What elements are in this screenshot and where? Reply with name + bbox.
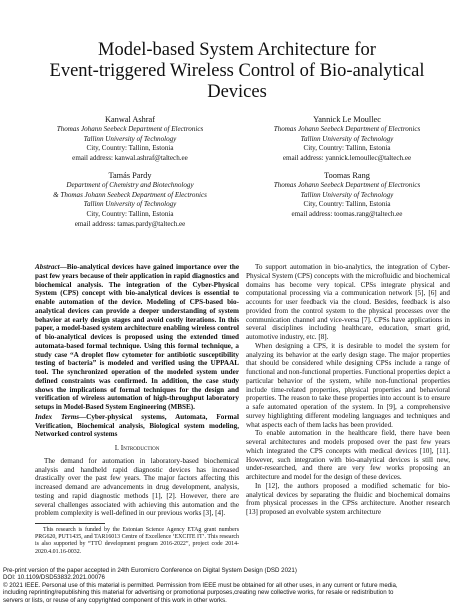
author-location: City, Country: Tallinn, Estonia xyxy=(86,144,174,153)
footer-line: including reprinting/republishing this material for advertising or promotional purposes,creating new collective works, for resale or redistribution to xyxy=(3,589,394,597)
author-block xyxy=(25,114,235,164)
author-location: City, Country: Tallinn, Estonia xyxy=(86,210,174,219)
author-name: Toomas Rang xyxy=(324,171,370,180)
author-affiliation: Tallinn University of Technology xyxy=(300,190,394,199)
body-paragraph: In [12], the authors proposed a modified schematic for bio-analytical devices by separating the fluidic and biochemical domains from physical processes in the CPSs architecture. Another research [13] proposed an evolvable system architecture xyxy=(246,481,450,516)
abstract-label: Abstract— xyxy=(35,263,67,271)
funding-footnote: This research is funded by the Estonian Science Agency ETAg grant numbers PRG620, PUT1435, and TAR16013 Centre of Excellence ‘EXCITE IT’. This research is also supported by “TTÜ development program 2016-2022”, project code 2014-2020.4.01.16-0032. xyxy=(35,527,239,555)
abstract-text: Bio-analytical devices have gained importance over the past few years because of their application in rapid diagnostics and biochemical analysis. The integration of the Cyber-Physical System (CPS) concept with bio-analytical devices is essential to enable automation of the device. Modeling of CPS-based bio-analytical devices can provide a deeper understanding of system behavior at early design stages and avoid costly iterations. In this paper, a model-based system architecture enabling wireless control of bio-analytical devices is proposed using the extended timed automata-based formal technique. Using this formal technique, a study case “A droplet flow cytometer for antibiotic susceptibility testing of bacteria” is modeled and verified using the UPPAAL tool. The synchronized operation of the modeled system under defined constraints was confirmed. In addition, the case study shows the implications of formal techniques for the design and verification of wireless automation of high-throughput laboratory setups in Model-Based System Engineering (MBSE). xyxy=(35,263,239,411)
body-paragraph: The demand for automation in laboratory-based biochemical analysis and handheld rapid diagnostic devices has increased drastically over the past few years. The major factors affecting this increased demand are advancements in drug development, analysis, testing and rapid diagnostic methods [1], [2]. However, there are several challenges associated with achieving this automation and the problem complexity is well-defined in our previous works [3], [4]. xyxy=(35,456,239,518)
author-affiliation: Thomas Johann Seebeck Department of Electronics xyxy=(56,125,204,133)
author-name: Yannick Le Moullec xyxy=(313,115,381,124)
author-email[interactable]: email address: kanwal.ashraf@taltech.ee xyxy=(72,154,188,163)
left-column xyxy=(35,263,239,556)
abstract xyxy=(35,263,239,412)
author-affiliation: Tallinn University of Technology xyxy=(300,134,394,143)
section-heading: I. Introduction xyxy=(114,443,160,452)
footer-line: servers or lists, or reuse of any copyrighted component of this work in other works. xyxy=(3,596,227,604)
right-column xyxy=(246,263,450,517)
author-email[interactable]: email address: toomas.rang@taltech.ee xyxy=(291,210,403,219)
author-affiliation: Tallinn University of Technology xyxy=(83,200,177,209)
footer-line: Pre-print version of the paper accepted in 24th Euromicro Conference on Digital System Design (DSD 2021) xyxy=(3,567,297,574)
author-affiliation: Department of Chemistry and Biotechnology xyxy=(66,181,194,189)
author-location: City, Country: Tallinn, Estonia xyxy=(303,144,391,153)
author-affiliation: Tallinn University of Technology xyxy=(83,134,177,143)
body-paragraph: To enable automation in the healthcare field, there have been several architectures and models proposed over the past few years which integrated the CPS concepts with medical devices [10], [11]. However, such integration with bio-analytical devices is still new, under-researched, and there are very few works proposing an architecture and model for the design of these devices. xyxy=(246,429,450,481)
footer-doi[interactable]: DOI: 10.1109/DSD53832.2021.00076 xyxy=(3,574,105,582)
paper-title xyxy=(0,40,474,103)
title-line: Event-triggered Wireless Control of Bio-analytical xyxy=(49,61,425,81)
author-affiliation: & Thomas Johann Seebeck Department of Electronics xyxy=(53,190,207,199)
index-terms-label: Index Terms— xyxy=(35,412,87,421)
footer-line: © 2021 IEEE. Personal use of this material is permitted. Permission from IEEE must be obtained for all other uses, in any current or future media, xyxy=(3,581,398,589)
footnote-divider xyxy=(35,523,105,524)
author-block xyxy=(242,170,452,220)
body-paragraph: To support automation in bio-analytics, the integration of Cyber-Physical System (CPS) concepts with the microfluidic and biochemical domains has become very topical. CPSs integrate physical and computational processing via a communication network [5], [6] and accounts for user feedback via the cloud. Besides, feedback is also provided from the control system to the physical processes over the communication channel and vice-versa [7]. CPSs have applications in several disciplines including healthcare, education, smart grid, automotive industry, etc. [8]. xyxy=(246,263,450,341)
author-email[interactable]: email address: tamas.pardy@taltech.ee xyxy=(74,219,186,228)
title-line: Model-based System Architecture for xyxy=(98,40,376,60)
author-affiliation: Thomas Johann Seebeck Department of Electronics xyxy=(273,181,421,189)
author-location: City, Country: Tallinn, Estonia xyxy=(303,200,391,209)
author-name: Kanwal Ashraf xyxy=(105,115,155,124)
author-email[interactable]: email address: yannick.lemoullec@taltech.ee xyxy=(282,154,412,163)
author-affiliation: Thomas Johann Seebeck Department of Electronics xyxy=(273,125,421,133)
author-name: Tamás Pardy xyxy=(108,171,152,180)
preprint-footer xyxy=(3,567,473,604)
body-paragraph: When designing a CPS, it is desirable to model the system for analyzing its behavior at the early design stage. The major properties that should be considered while designing CPSs include a range of functional and non-functional properties. Functional properties depict a particular behavior of the system, while non-functional properties include time-related properties, physical properties and behavioral properties. The reason to take these properties into account is to ensure a safe automated operation of the system. In [9], a comprehensive survey highlighting different modeling languages and techniques and what aspects each of them lacks has been provided. xyxy=(246,341,450,429)
index-terms-text: Cyber-physical systems, Automata, Formal Verification, Biochemical analysis, Biological system modeling, Networked control systems xyxy=(35,412,239,439)
author-block xyxy=(25,170,235,230)
index-terms xyxy=(35,413,239,439)
author-block xyxy=(242,114,452,164)
title-line: Devices xyxy=(207,82,267,102)
